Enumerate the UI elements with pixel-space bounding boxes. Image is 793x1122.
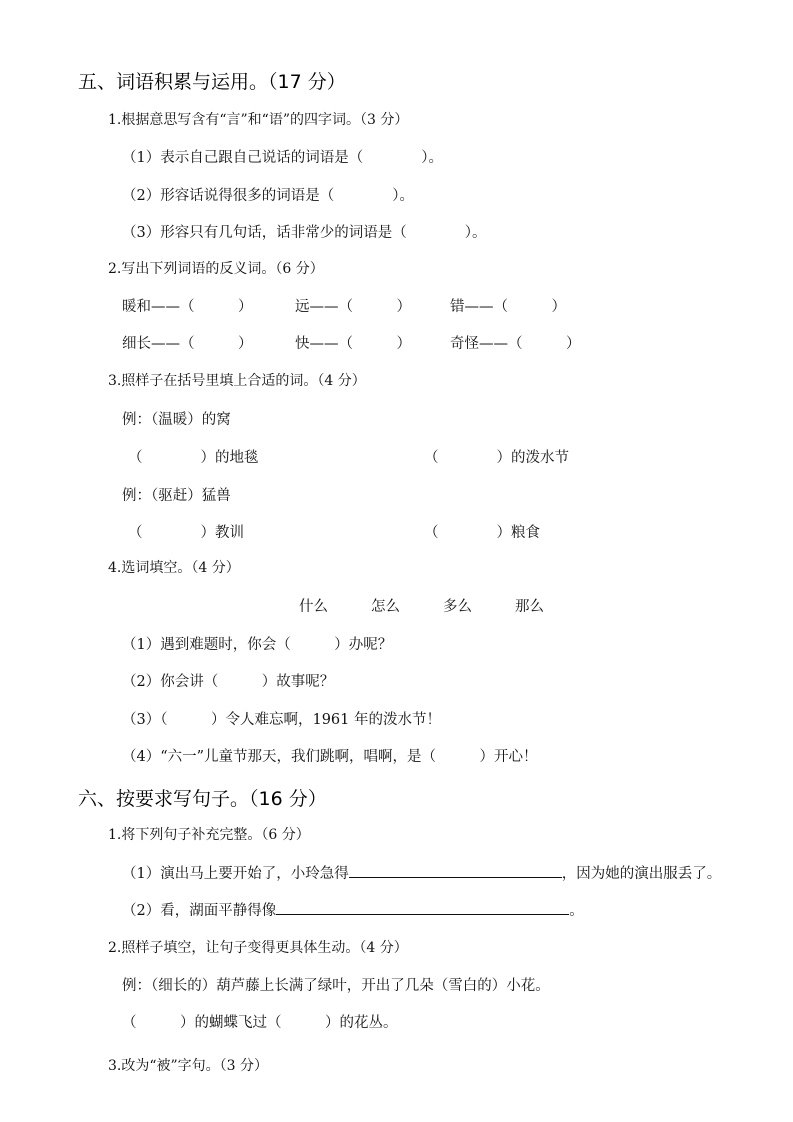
s6-q2-item: （ ）的蝴蝶飞过（ ）的花丛。 bbox=[122, 1015, 398, 1031]
s5-q3-blank-1: （ ）的地毯 bbox=[128, 450, 259, 466]
s5-q4-word-4: 那么 bbox=[515, 599, 544, 615]
s5-q2-antonym-5: 快——（ ） bbox=[295, 336, 411, 352]
s6-q1-item-1-prefix: （1）演出马上要开始了，小玲急得 bbox=[122, 866, 349, 882]
s5-q3-title: 3.照样子在括号里填上合适的词。（4 分） bbox=[108, 373, 366, 389]
s5-q4-word-1: 什么 bbox=[299, 599, 328, 615]
s5-q1-item-2: （2）形容话说得很多的词语是（ ）。 bbox=[122, 188, 414, 204]
s5-q4-item-2: （2）你会讲（ ）故事呢？ bbox=[122, 674, 335, 690]
section-5-heading: 五、词语积累与运用。（17 分） bbox=[78, 71, 346, 93]
s5-q2-antonym-6: 奇怪——（ ） bbox=[450, 336, 581, 352]
s5-q4-word-3: 多么 bbox=[443, 599, 472, 615]
s6-q2-title: 2.照样子填空，让句子变得更具体生动。（4 分） bbox=[108, 940, 408, 956]
s5-q4-title: 4.选词填空。（4 分） bbox=[108, 560, 240, 576]
s6-q1-item-2-prefix: （2）看，湖面平静得像 bbox=[122, 903, 277, 919]
s5-q4-word-2: 怎么 bbox=[371, 599, 400, 615]
s6-q1-item-1 bbox=[122, 862, 721, 883]
s5-q4-item-1: （1）遇到难题时，你会（ ）办呢？ bbox=[122, 637, 393, 653]
s5-q3-blank-3: （ ）教训 bbox=[128, 525, 244, 541]
s6-q1-title: 1.将下列句子补充完整。（6 分） bbox=[108, 827, 310, 843]
s6-q1-item-2 bbox=[122, 899, 584, 920]
s5-q3-example-1: 例：（温暖）的窝 bbox=[122, 412, 231, 428]
s5-q1-item-1: （1）表示自己跟自己说话的词语是（ ）。 bbox=[122, 150, 443, 166]
s6-q1-item-1-suffix: ，因为她的演出服丢了。 bbox=[561, 866, 722, 882]
s6-q2-example: 例：（细长的）葫芦藤上长满了绿叶，开出了几朵（雪白的）小花。 bbox=[122, 978, 550, 994]
s5-q3-blank-2: （ ）的泼水节 bbox=[424, 450, 569, 466]
section-6-heading: 六、按要求写句子。（16 分） bbox=[78, 788, 327, 810]
s5-q3-example-2: 例：（驱赶）猛兽 bbox=[122, 488, 231, 504]
s5-q2-antonym-4: 细长——（ ） bbox=[122, 336, 253, 352]
s5-q2-title: 2.写出下列词语的反义词。（6 分） bbox=[108, 261, 324, 277]
s5-q4-item-4: （4）“六一”儿童节那天，我们跳啊，唱啊，是（ ）开心！ bbox=[122, 749, 538, 765]
answer-line[interactable] bbox=[276, 902, 569, 915]
s5-q4-item-3: （3）（ ）令人难忘啊，1961 年的泼水节！ bbox=[122, 712, 441, 728]
s5-q3-blank-4: （ ）粮食 bbox=[424, 525, 540, 541]
s5-q1-item-3: （3）形容只有几句话，话非常少的词语是（ ）。 bbox=[122, 225, 487, 241]
s5-q2-antonym-1: 暖和——（ ） bbox=[122, 299, 253, 315]
s5-q1-title: 1.根据意思写含有“言”和“语”的四字词。（3 分） bbox=[108, 112, 409, 128]
s6-q1-item-2-suffix: 。 bbox=[569, 903, 584, 919]
s5-q2-antonym-2: 远——（ ） bbox=[295, 299, 411, 315]
answer-line[interactable] bbox=[349, 865, 562, 878]
s6-q3-title: 3.改为“被”字句。（3 分） bbox=[108, 1058, 269, 1074]
s5-q2-antonym-3: 错——（ ） bbox=[450, 299, 566, 315]
